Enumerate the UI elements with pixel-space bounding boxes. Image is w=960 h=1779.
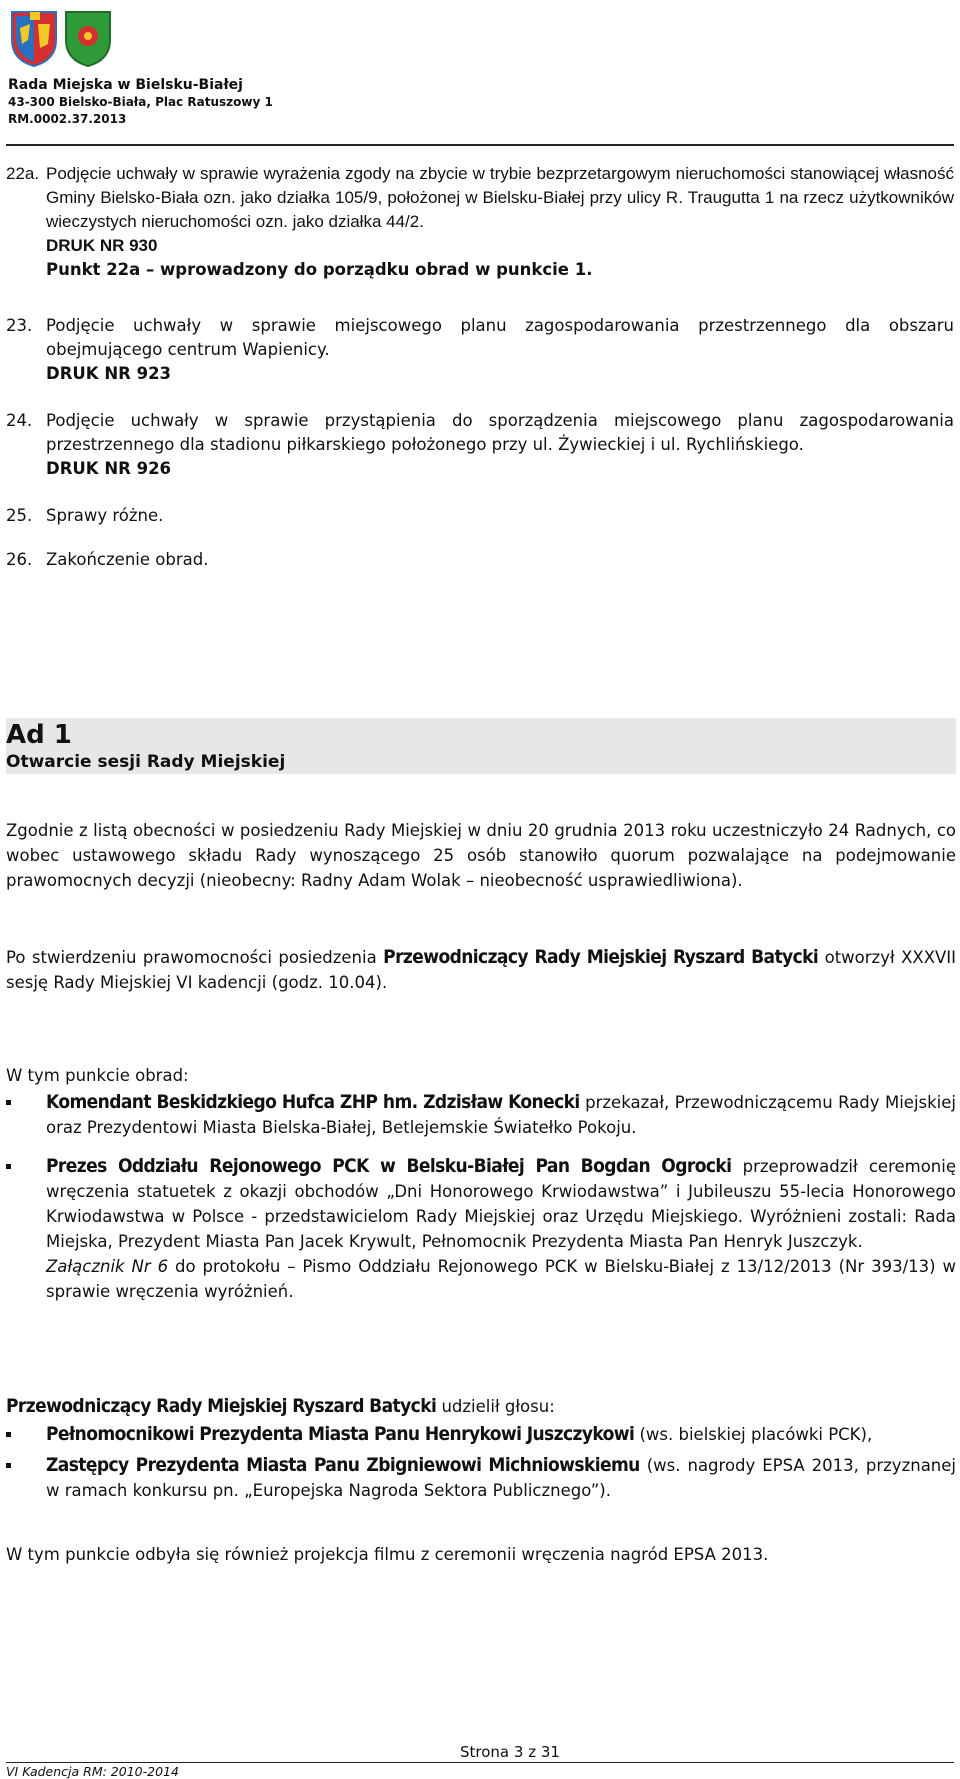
item-number: 26.	[6, 550, 33, 569]
bullet-marker-icon	[6, 1164, 11, 1169]
item-text: Sprawy różne.	[46, 506, 164, 525]
druk-number: DRUK NR 930	[46, 236, 158, 255]
item-note: Punkt 22a – wprowadzony do porządku obrad w punkcie 1.	[46, 260, 593, 279]
attendance-paragraph: Zgodnie z listą obecności w posiedzeniu Rady Miejskiej w dniu 20 grudnia 2013 roku uczestniczyło 24 Radnych, co wobec ustawowego składu Rady wynoszącego 25 osób stanowiło quorum pozwalające na podejmowanie prawomocnych decyzji (nieobecny: Radny Adam Wolak – nieobecność usprawiedliwiona).	[6, 821, 956, 890]
item-number: 23.	[6, 316, 33, 335]
biala-crest-icon	[64, 10, 112, 68]
bullet-marker-icon	[6, 1432, 11, 1437]
org-name: Rada Miejska w Bielsku-Białej	[8, 77, 243, 93]
item-number: 25.	[6, 506, 33, 525]
item-text: Podjęcie uchwały w sprawie wyrażenia zgody na zbycie w trybie bezprzetargowym nieruchomości stanowiącej własność Gminy Bielsko-Biała ozn. jako działka 105/9, położonej w Bielsku-Białej przy ulicy R. Traugutta 1 na rzecz użytkowników wieczystych nieruchomości ozn. jako działka 44/2.	[46, 164, 954, 231]
term-label: VI Kadencja RM: 2010-2014	[6, 1764, 179, 1779]
item-number: 24.	[6, 411, 33, 430]
closing-paragraph: W tym punkcie odbyła się również projekcja filmu z ceremonii wręczenia nagród EPSA 2013.	[6, 1545, 769, 1564]
agenda-item-25	[6, 504, 954, 528]
bullet-item: Prezes Oddziału Rejonowego PCK w Belsku-Białej Pan Bogdan Ogrocki przeprowadził ceremonię wręczenia statuetek z okazji obchodów „Dni Honorowego Krwiodawstwa” i Jubileuszu 55-lecia Honorowego Krwiodawstwa w Polsce - przedstawicielom Rady Miejskiej oraz Urzędu Miejskiego. Wyróżnieni zostali: Rada Miejska, Prezydent Miasta Pan Jacek Krywult, Pełnomocnik Prezydenta Miasta Pan Henryk Juszczyk. Załącznik Nr 6 do protokołu – Pismo Oddziału Rejonowego PCK w Bielsku-Białej z 13/12/2013 (Nr 393/13) w sprawie wręczenia wyróżnień.	[6, 1154, 956, 1304]
item-text: Podjęcie uchwały w sprawie przystąpienia do sporządzenia miejscowego planu zagospodarowania przestrzennego dla stadionu piłkarskiego położonego przy ul. Żywieckiej i ul. Rychlińskiego.	[46, 411, 954, 454]
attachment-note: Załącznik Nr 6 do protokołu – Pismo Oddziału Rejonowego PCK w Bielsku-Białej z 13/12/2013 (Nr 393/13) w sprawie wręczenia wyróżnień.	[46, 1257, 956, 1301]
footer-divider	[6, 1762, 954, 1763]
bullet-marker-icon	[6, 1463, 11, 1468]
floor-paragraph: Przewodniczący Rady Miejskiej Ryszard Batycki udzielił głosu:	[6, 1395, 555, 1417]
bullet-marker-icon	[6, 1100, 11, 1105]
header-divider	[6, 144, 954, 146]
item-text: Podjęcie uchwały w sprawie miejscowego planu zagospodarowania przestrzennego dla obszaru obejmującego centrum Wapienicy.	[46, 316, 954, 359]
agenda-item-24	[6, 409, 954, 481]
bullet-list-1	[6, 1090, 956, 1304]
agenda-item-26	[6, 548, 954, 572]
document-ref: RM.0002.37.2013	[8, 112, 127, 126]
organization-block	[8, 77, 273, 128]
bullet-list-2	[6, 1422, 956, 1503]
agenda-item-22a	[6, 162, 954, 282]
chairman-name: Przewodniczący Rady Miejskiej Ryszard Batycki	[383, 946, 819, 968]
druk-number: DRUK NR 926	[46, 459, 172, 478]
bullet-item: Zastępcy Prezydenta Miasta Panu Zbigniewowi Michniowskiemu (ws. nagrody EPSA 2013, przyznanej w ramach konkursu pn. „Europejska Nagroda Sektora Publicznego”).	[6, 1453, 956, 1503]
agenda-item-23	[6, 314, 954, 386]
item-text: Zakończenie obrad.	[46, 550, 209, 569]
section-title: Ad 1	[6, 720, 72, 750]
intro-line: W tym punkcie obrad:	[6, 1066, 189, 1085]
opening-paragraph: Po stwierdzeniu prawomocności posiedzenia Przewodniczący Rady Miejskiej Ryszard Batycki otworzył XXXVII sesję Rady Miejskiej VI kadencji (godz. 10.04).	[6, 946, 957, 992]
druk-number: DRUK NR 923	[46, 364, 172, 383]
org-address: 43-300 Bielsko-Biała, Plac Ratuszowy 1	[8, 95, 273, 109]
city-crests	[10, 10, 112, 70]
bullet-item: Komendant Beskidzkiego Hufca ZHP hm. Zdzisław Konecki przekazał, Przewodniczącemu Rady Miejskiej oraz Prezydentowi Miasta Bielska-Białej, Betlejemskie Światełko Pokoju.	[6, 1090, 956, 1140]
page-number: Strona 3 z 31	[460, 1743, 560, 1761]
bielsko-crest-icon	[10, 10, 58, 68]
item-number: 22a.	[6, 164, 40, 183]
bullet-item: Pełnomocnikowi Prezydenta Miasta Panu Henrykowi Juszczykowi (ws. bielskiej placówki PCK),	[6, 1422, 956, 1447]
section-subtitle: Otwarcie sesji Rady Miejskiej	[6, 752, 286, 772]
